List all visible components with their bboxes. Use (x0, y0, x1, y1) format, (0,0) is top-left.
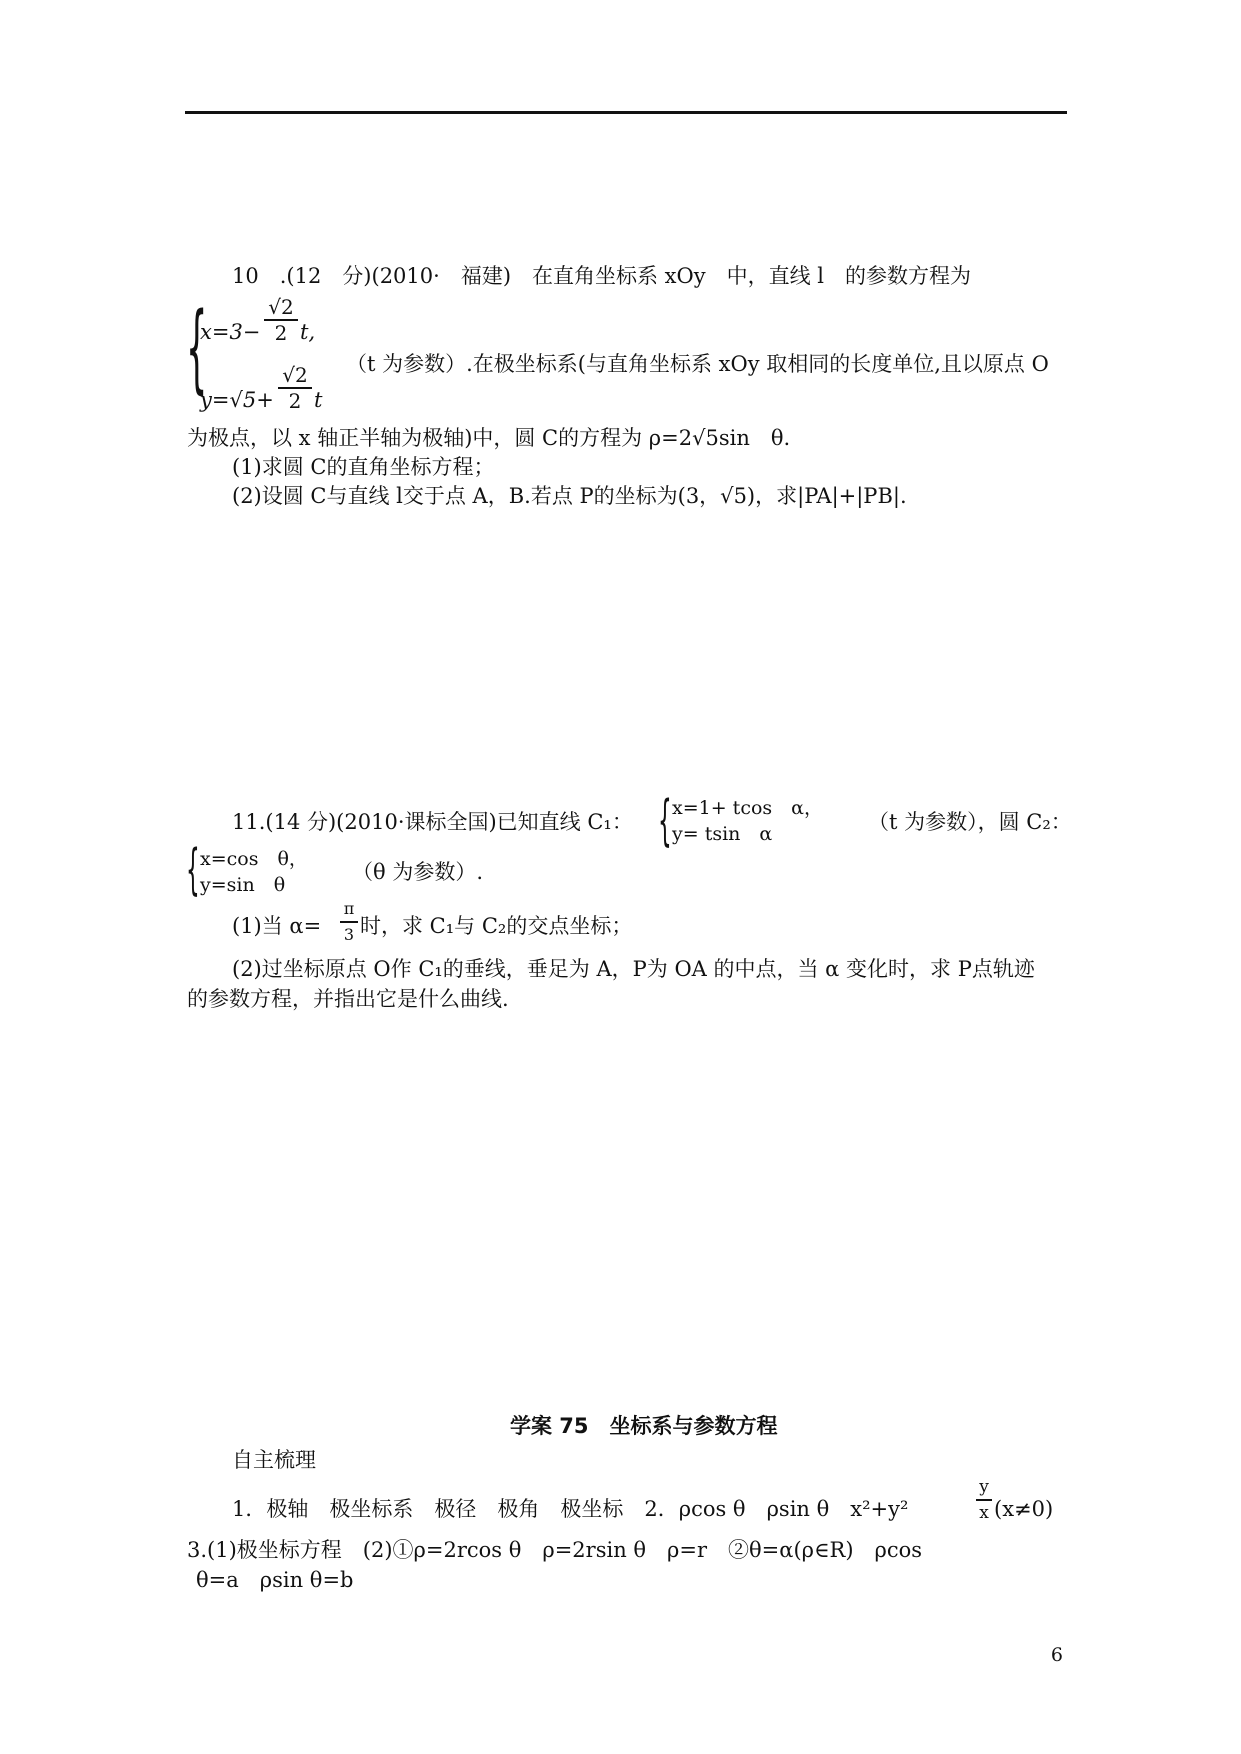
p10-eq2-rhs: t (314, 388, 323, 412)
page-number: 6 (1050, 1644, 1063, 1666)
p11-brace1: { (658, 789, 672, 852)
p10-eq1-frac: √2 2 (264, 296, 298, 344)
p10-eq2-lhs: y=√5+ (200, 388, 274, 412)
p10-eq1-lhs: x=3− (200, 320, 261, 344)
p10-question2: (2)设圆 C与直线 l交于点 A，B.若点 P的坐标为(3，√5)，求|PA|+|PB|. (232, 484, 907, 508)
p10-question1: (1)求圆 C的直角坐标方程； (232, 455, 495, 479)
answers-section: 自主梳理 (232, 1448, 316, 1472)
p11-q1-frac: π 3 (340, 898, 358, 946)
answers-row2: 3.(1)极坐标方程 (2)①ρ=2rcos θ ρ=2rsin θ ρ=r ②θ=α(ρ∈R) ρcos (187, 1538, 923, 1562)
answers-row3: θ=a ρsin θ=b (196, 1568, 354, 1592)
p11-sys2-row1: x=cos θ， (200, 848, 308, 870)
p10-line2: （t 为参数）.在极坐标系(与直角坐标系 xOy 取相同的长度单位,且以原点 O (346, 352, 1049, 376)
p10-eq1-rhs: t, (300, 320, 316, 344)
answers-row1-tail: (x≠0) (994, 1497, 1054, 1521)
p10-line3: 为极点，以 x 轴正半轴为极轴)中，圆 C的方程为 ρ=2√5sin θ. (187, 426, 791, 450)
p11-brace2: { (186, 838, 200, 901)
answers-row1-frac: y x (976, 1476, 992, 1524)
p10-line1: 10 .(12 分)(2010· 福建) 在直角坐标系 xOy 中，直线 l 的参数方程为 (232, 264, 971, 288)
p11-sys1-row1: x=1+ tcos α， (672, 797, 823, 819)
p11-sys1-row2: y= tsin α (672, 823, 773, 845)
p11-line2: （θ 为参数）. (352, 860, 483, 884)
p10-eq2-frac: √2 2 (278, 364, 312, 412)
p11-question1a: (1)当 α= (232, 914, 322, 938)
p11-line1b: （t 为参数），圆 C₂： (868, 810, 1072, 834)
answers-title: 学案 75 坐标系与参数方程 (510, 1414, 778, 1438)
p11-question2-line1: (2)过坐标原点 O作 C₁的垂线，垂足为 A，P为 OA 的中点，当 α 变化时，求 P点轨迹 (232, 957, 1035, 981)
header-rule (185, 111, 1067, 114)
p11-line1a: 11.(14 分)(2010·课标全国)已知直线 C₁： (232, 810, 633, 834)
p10-brace: { (186, 292, 208, 404)
p11-question1b: 时，求 C₁与 C₂的交点坐标； (360, 914, 633, 938)
p11-sys2-row2: y=sin θ (200, 874, 286, 896)
answers-row1: 1．极轴 极坐标系 极径 极角 极坐标 2．ρcos θ ρsin θ x²+y² (232, 1497, 909, 1521)
p11-question2-line2: 的参数方程，并指出它是什么曲线. (187, 987, 509, 1011)
